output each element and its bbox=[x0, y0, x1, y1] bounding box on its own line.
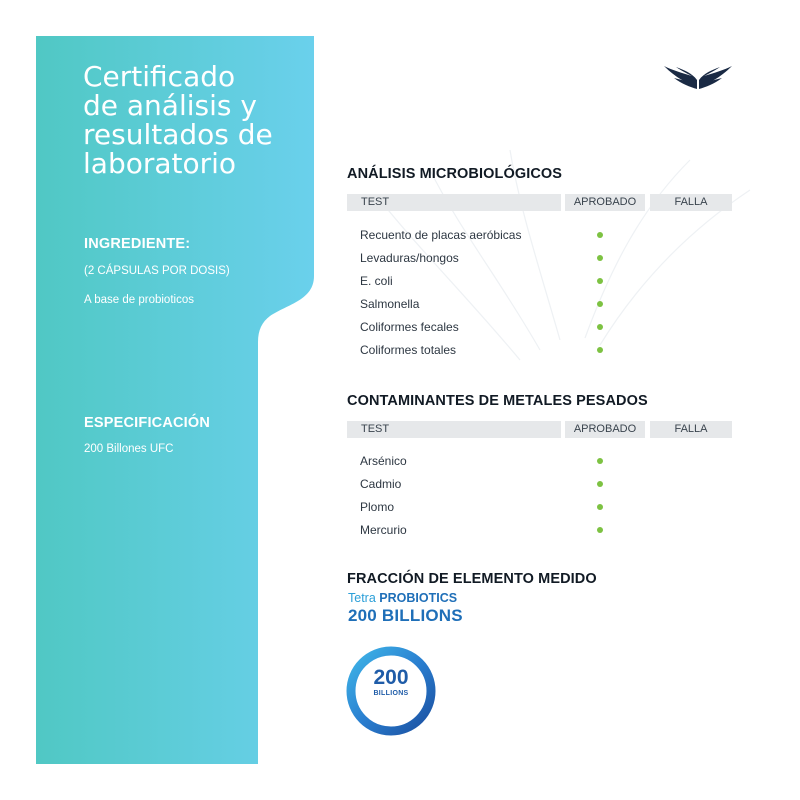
brand-line bbox=[348, 591, 457, 605]
pass-dot-icon bbox=[597, 301, 603, 307]
header-fail: FALLA bbox=[650, 194, 732, 211]
pass-dot-icon bbox=[597, 458, 603, 464]
pass-dot-icon bbox=[597, 278, 603, 284]
table-row bbox=[360, 225, 660, 245]
pass-dot-icon bbox=[597, 481, 603, 487]
badge-number: 200 bbox=[373, 666, 409, 689]
table-row bbox=[360, 520, 660, 540]
table-row bbox=[360, 271, 660, 291]
brand-prefix: Tetra bbox=[348, 591, 376, 605]
title-line: Certificado bbox=[83, 60, 236, 93]
table-row bbox=[360, 497, 660, 517]
pass-dot-icon bbox=[597, 232, 603, 238]
pass-dot-icon bbox=[597, 504, 603, 510]
test-name: Arsénico bbox=[360, 454, 407, 468]
ingredient-description: A base de probioticos bbox=[84, 294, 194, 306]
metals-section-title: CONTAMINANTES DE METALES PESADOS bbox=[347, 393, 648, 409]
billions-label: 200 BILLIONS bbox=[348, 606, 463, 625]
title-line: laboratorio bbox=[83, 147, 237, 180]
ingredient-dose: (2 CÁPSULAS POR DOSIS) bbox=[84, 265, 230, 277]
table-row bbox=[360, 317, 660, 337]
header-pass: APROBADO bbox=[565, 194, 645, 211]
header-test: TEST bbox=[347, 194, 561, 211]
brand-name: PROBIOTICS bbox=[379, 591, 458, 605]
test-name: Salmonella bbox=[360, 297, 420, 311]
ingredient-heading: INGREDIENTE: bbox=[84, 236, 191, 252]
title-line: de análisis y bbox=[83, 89, 257, 122]
table-row bbox=[360, 340, 660, 360]
fraction-section-title: FRACCIÓN DE ELEMENTO MEDIDO bbox=[347, 571, 597, 587]
pass-dot-icon bbox=[597, 324, 603, 330]
test-name: Cadmio bbox=[360, 477, 402, 491]
test-name: Coliformes totales bbox=[360, 343, 457, 357]
table-row bbox=[360, 294, 660, 314]
micro-section-title: ANÁLISIS MICROBIOLÓGICOS bbox=[347, 166, 563, 182]
test-name: Plomo bbox=[360, 500, 395, 514]
wings-logo-icon bbox=[662, 64, 734, 90]
header-test: TEST bbox=[347, 421, 561, 438]
header-fail: FALLA bbox=[650, 421, 732, 438]
table-row bbox=[360, 451, 660, 471]
header-pass: APROBADO bbox=[565, 421, 645, 438]
test-name: Levaduras/hongos bbox=[360, 251, 459, 265]
test-name: Coliformes fecales bbox=[360, 320, 459, 334]
table-row bbox=[360, 248, 660, 268]
specification-value: 200 Billones UFC bbox=[84, 443, 174, 455]
table-row bbox=[360, 474, 660, 494]
pass-dot-icon bbox=[597, 347, 603, 353]
pass-dot-icon bbox=[597, 527, 603, 533]
test-name: Mercurio bbox=[360, 523, 407, 537]
badge-label: BILLIONS bbox=[373, 690, 409, 697]
test-name: Recuento de placas aeróbicas bbox=[360, 228, 522, 242]
title-line: resultados de bbox=[83, 118, 273, 151]
pass-dot-icon bbox=[597, 255, 603, 261]
test-name: E. coli bbox=[360, 274, 393, 288]
specification-heading: ESPECIFICACIÓN bbox=[84, 415, 211, 431]
certificate-title bbox=[83, 62, 313, 178]
